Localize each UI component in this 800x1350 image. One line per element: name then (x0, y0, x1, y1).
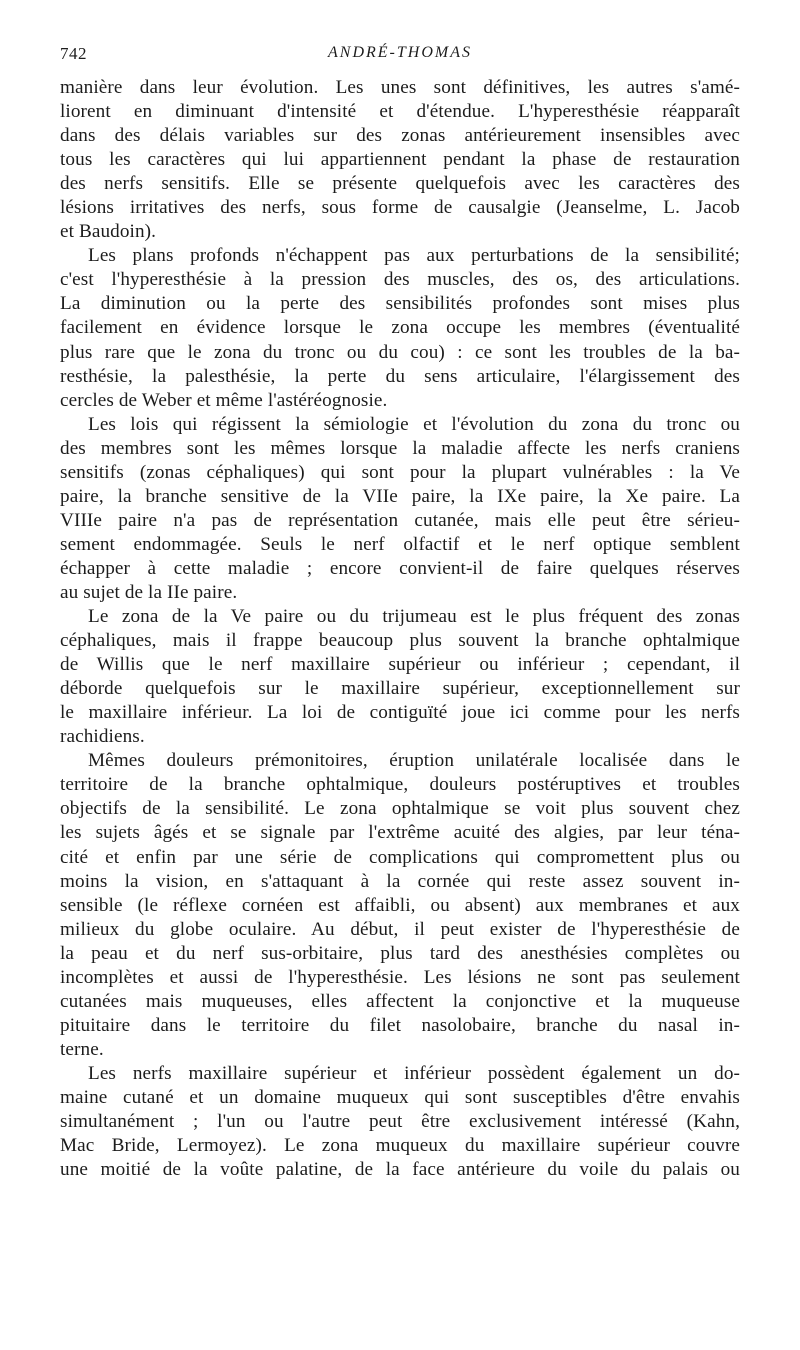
text-line: une moitié de la voûte palatine, de la face antérieure du voile du palais ou (60, 1159, 740, 1181)
text-line: les sujets âgés et se signale par l'extrême acuité des algies, par leur téna- (60, 822, 740, 844)
text-line: des nerfs sensitifs. Elle se présente quelquefois avec les caractères des (60, 173, 740, 195)
text-line: manière dans leur évolution. Les unes sont définitives, les autres s'amé- (60, 77, 740, 98)
text-line: cercles de Weber et même l'astéréognosie. (60, 389, 388, 411)
text-line: La diminution ou la perte des sensibilités profondes sont mises plus (60, 293, 740, 315)
text-line: et Baudoin). (60, 221, 157, 243)
text-line: la peau et du nerf sus-orbitaire, plus tard des anesthésies complètes ou (60, 942, 740, 964)
text-line: de Willis que le nerf maxillaire supérieur ou inférieur ; cependant, il (60, 654, 740, 676)
text-line: resthésie, la palesthésie, la perte du sens articulaire, l'élargissement des (60, 365, 740, 387)
text-line: tous les caractères qui lui appartiennent pendant la phase de restauration (60, 149, 740, 171)
text-line: plus rare que le zona du tronc ou du cou) : ce sont les troubles de la ba- (60, 341, 740, 363)
text-line: territoire de la branche ophtalmique, douleurs postéruptives et troubles (60, 774, 740, 796)
text-line: pituitaire dans le territoire du filet nasolobaire, branche du nasal in- (60, 1014, 740, 1036)
text-line: moins la vision, en s'attaquant à la cornée qui reste assez souvent in- (60, 870, 740, 892)
text-line: Les plans profonds n'échappent pas aux perturbations de la sensibilité; (88, 245, 740, 267)
text-line: Le zona de la Ve paire ou du trijumeau est le plus fréquent des zonas (88, 606, 740, 628)
page-number: 742 (60, 44, 87, 63)
text-line: VIIIe paire n'a pas de représentation cutanée, mais elle peut être sérieu- (60, 509, 740, 531)
text-line: incomplètes et aussi de l'hyperesthésie. Les lésions ne sont pas seulement (60, 966, 740, 988)
body-text (60, 76, 740, 1182)
text-line: simultanément ; l'un ou l'autre peut être exclusivement intéressé (Kahn, (60, 1111, 740, 1133)
text-line: milieux du globe oculaire. Au début, il peut exister de l'hyperesthésie de (60, 918, 740, 940)
text-line: au sujet de la IIe paire. (60, 581, 238, 603)
text-line: terne. (60, 1038, 104, 1060)
text-line: sensitifs (zonas céphaliques) qui sont pour la plupart vulnérables : la Ve (60, 461, 740, 483)
text-line: Les lois qui régissent la sémiologie et l'évolution du zona du tronc ou (88, 413, 740, 435)
text-line: liorent en diminuant d'intensité et d'étendue. L'hyperesthésie réapparaît (60, 101, 740, 123)
text-line: des membres sont les mêmes lorsque la maladie affecte les nerfs craniens (60, 437, 740, 459)
text-line: dans des délais variables sur des zonas antérieurement insensibles avec (60, 125, 740, 147)
text-line: déborde quelquefois sur le maxillaire supérieur, exceptionnellement sur (60, 678, 740, 700)
text-line: Les nerfs maxillaire supérieur et inférieur possèdent également un do- (88, 1062, 740, 1084)
text-line: cité et enfin par une série de complications qui compromettent plus ou (60, 846, 740, 868)
text-line: cutanées mais muqueuses, elles affectent la conjonctive et la muqueuse (60, 990, 740, 1012)
text-line: échapper à cette maladie ; encore convient-il de faire quelques réserves (60, 557, 740, 579)
text-line: céphaliques, mais il frappe beaucoup plus souvent la branche ophtalmique (60, 630, 740, 652)
text-line: objectifs de la sensibilité. Le zona ophtalmique se voit plus souvent chez (60, 798, 740, 820)
running-title: ANDRÉ-THOMAS (328, 44, 472, 61)
text-line: le maxillaire inférieur. La loi de contiguïté joue ici comme pour les nerfs (60, 702, 740, 724)
text-line: Mêmes douleurs prémonitoires, éruption unilatérale localisée dans le (88, 750, 740, 772)
text-line: rachidiens. (60, 726, 145, 748)
text-line: maine cutané et un domaine muqueux qui sont susceptibles d'être envahis (60, 1086, 740, 1108)
text-line: c'est l'hyperesthésie à la pression des muscles, des os, des articulations. (60, 269, 740, 291)
text-line: facilement en évidence lorsque le zona occupe les membres (éventualité (60, 317, 740, 339)
text-line: paire, la branche sensitive de la VIIe paire, la IXe paire, la Xe paire. La (60, 485, 740, 507)
text-line: sensible (le réflexe cornéen est affaibli, ou absent) aux membranes et aux (60, 894, 740, 916)
page-header (60, 44, 740, 70)
text-line: lésions irritatives des nerfs, sous forme de causalgie (Jeanselme, L. Jacob (60, 197, 740, 219)
text-line: Mac Bride, Lermoyez). Le zona muqueux du maxillaire supérieur couvre (60, 1135, 740, 1157)
text-line: sement endommagée. Seuls le nerf olfactif et le nerf optique semblent (60, 533, 740, 555)
